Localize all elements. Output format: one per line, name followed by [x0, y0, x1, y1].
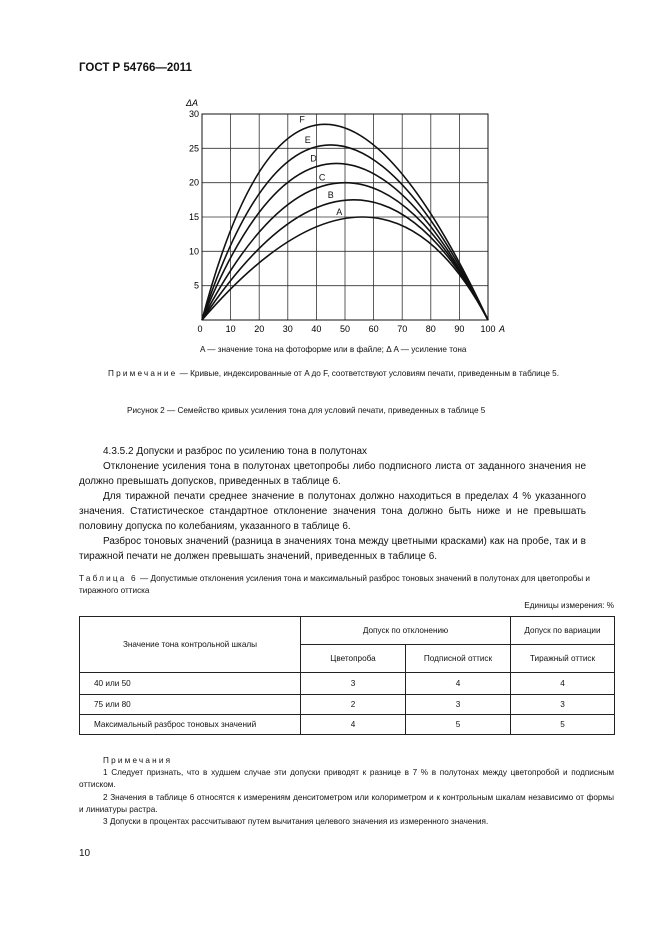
table-row [80, 673, 615, 695]
curve-label-E: E [304, 134, 311, 145]
figure-note-label: Примечание [108, 369, 178, 378]
cell-sign: 5 [406, 715, 511, 735]
table-caption [79, 573, 614, 597]
x-tick-label: 20 [254, 324, 265, 334]
curve-label-C: C [318, 172, 326, 183]
y-axis-label: ΔA [186, 98, 199, 108]
y-tick-label: 10 [188, 246, 199, 257]
header-proof: Цветопроба [301, 645, 406, 673]
x-tick-label: 10 [225, 324, 236, 334]
header-sign: Подписной оттиск [406, 645, 511, 673]
x-tick-label: 50 [339, 324, 351, 334]
tolerance-table [79, 616, 615, 735]
row-label: 75 или 80 [80, 695, 301, 715]
notes-label: Примечания [103, 756, 173, 765]
header-variation-group: Допуск по вариации [511, 617, 615, 645]
note-2: 2 Значения в таблице 6 относятся к измерениям денситометром или колориметром и к контрольным шкалам независимо от формы и линиатуры растра. [79, 792, 614, 814]
y-tick-label: 15 [188, 212, 199, 222]
cell-sign: 3 [406, 695, 511, 715]
row-label: 40 или 50 [80, 673, 301, 695]
x-axis-label: A [499, 324, 506, 334]
x-tick-label: 100 [480, 324, 496, 334]
cell-run: 3 [511, 695, 615, 715]
chart-axis-caption: A — значение тона на фотоформе или в файле; Δ A — усиление тона [200, 345, 467, 354]
y-tick-label: 25 [188, 143, 199, 154]
figure-note [108, 368, 614, 380]
section-heading: 4.3.5.2 Допуски и разброс по усилению тона в полутонах [103, 446, 368, 457]
cell-sign: 4 [406, 673, 511, 695]
table-caption-text: — Допустимые отклонения усиления тона и максимальный разброс тоновых значений в полутонах для цветопробы и тиражного оттиска [79, 574, 590, 595]
figure-caption: Рисунок 2 — Семейство кривых усиления тона для условий печати, приведенных в таблице 5 [127, 406, 486, 415]
table-row [80, 695, 615, 715]
row-label: Максимальный разброс тоновых значений [80, 715, 301, 735]
notes-block [79, 755, 614, 828]
x-tick-label: 40 [311, 324, 322, 334]
curve-label-A: A [336, 207, 343, 217]
table-units: Единицы измерения: % [524, 601, 614, 610]
x-tick-label: 90 [454, 324, 465, 334]
y-tick-label: 20 [188, 177, 199, 188]
x-tick-label: 60 [368, 324, 379, 334]
header-run: Тиражный оттиск [511, 645, 615, 673]
cell-run: 4 [511, 673, 615, 695]
header-deviation-group: Допуск по отклонению [301, 617, 511, 645]
x-tick-label: 0 [197, 324, 203, 334]
paragraph-1: Отклонение усиления тона в полутонах цветопробы либо подписного листа от заданного значения не должно превышать допусков, приведенных в таблице 6. [79, 461, 586, 487]
y-tick-label: 5 [193, 280, 199, 291]
cell-proof: 3 [301, 673, 406, 695]
header-main: Значение тона контрольной шкалы [80, 617, 301, 673]
cell-run: 5 [511, 715, 615, 735]
tone-gain-chart [0, 0, 661, 360]
x-tick-label: 30 [282, 324, 293, 334]
curve-label-F: F [299, 114, 305, 125]
document-header: ГОСТ Р 54766—2011 [79, 62, 192, 74]
paragraph-3: Разброс тоновых значений (разница в значениях тона между цветными красками) как на пробе, так и в тиражной печати не должен превышать значений, приведенных в таблице 6. [79, 536, 586, 562]
figure-note-text: — Кривые, индексированные от A до F, соответствуют условиям печати, приведенным в таблице 5. [177, 369, 560, 378]
table-caption-label: Таблица 6 [79, 574, 138, 583]
table-row [80, 715, 615, 735]
page-number: 10 [79, 848, 91, 859]
y-tick-label: 30 [188, 109, 199, 119]
cell-proof: 2 [301, 695, 406, 715]
paragraph-2: Для тиражной печати среднее значение в полутонах должно находиться в пределах 4 % указанного значения. Статистическое стандартное отклонение значения тона должно быть ниже и не превышать половину допуска по колебаниям, указанного в таблице 6. [79, 491, 586, 532]
note-3: 3 Допуски в процентах рассчитывают путем вычитания целевого значения из измеренного значения. [103, 817, 489, 827]
x-tick-label: 70 [397, 324, 408, 334]
x-tick-label: 80 [425, 324, 436, 334]
note-1: 1 Следует признать, что в худшем случае эти допуски приводят к разнице в 7 % в полутонах между цветопробой и подписным оттиском. [79, 768, 614, 790]
curve-label-B: B [327, 189, 334, 200]
curve-label-D: D [310, 153, 317, 164]
cell-proof: 4 [301, 715, 406, 735]
